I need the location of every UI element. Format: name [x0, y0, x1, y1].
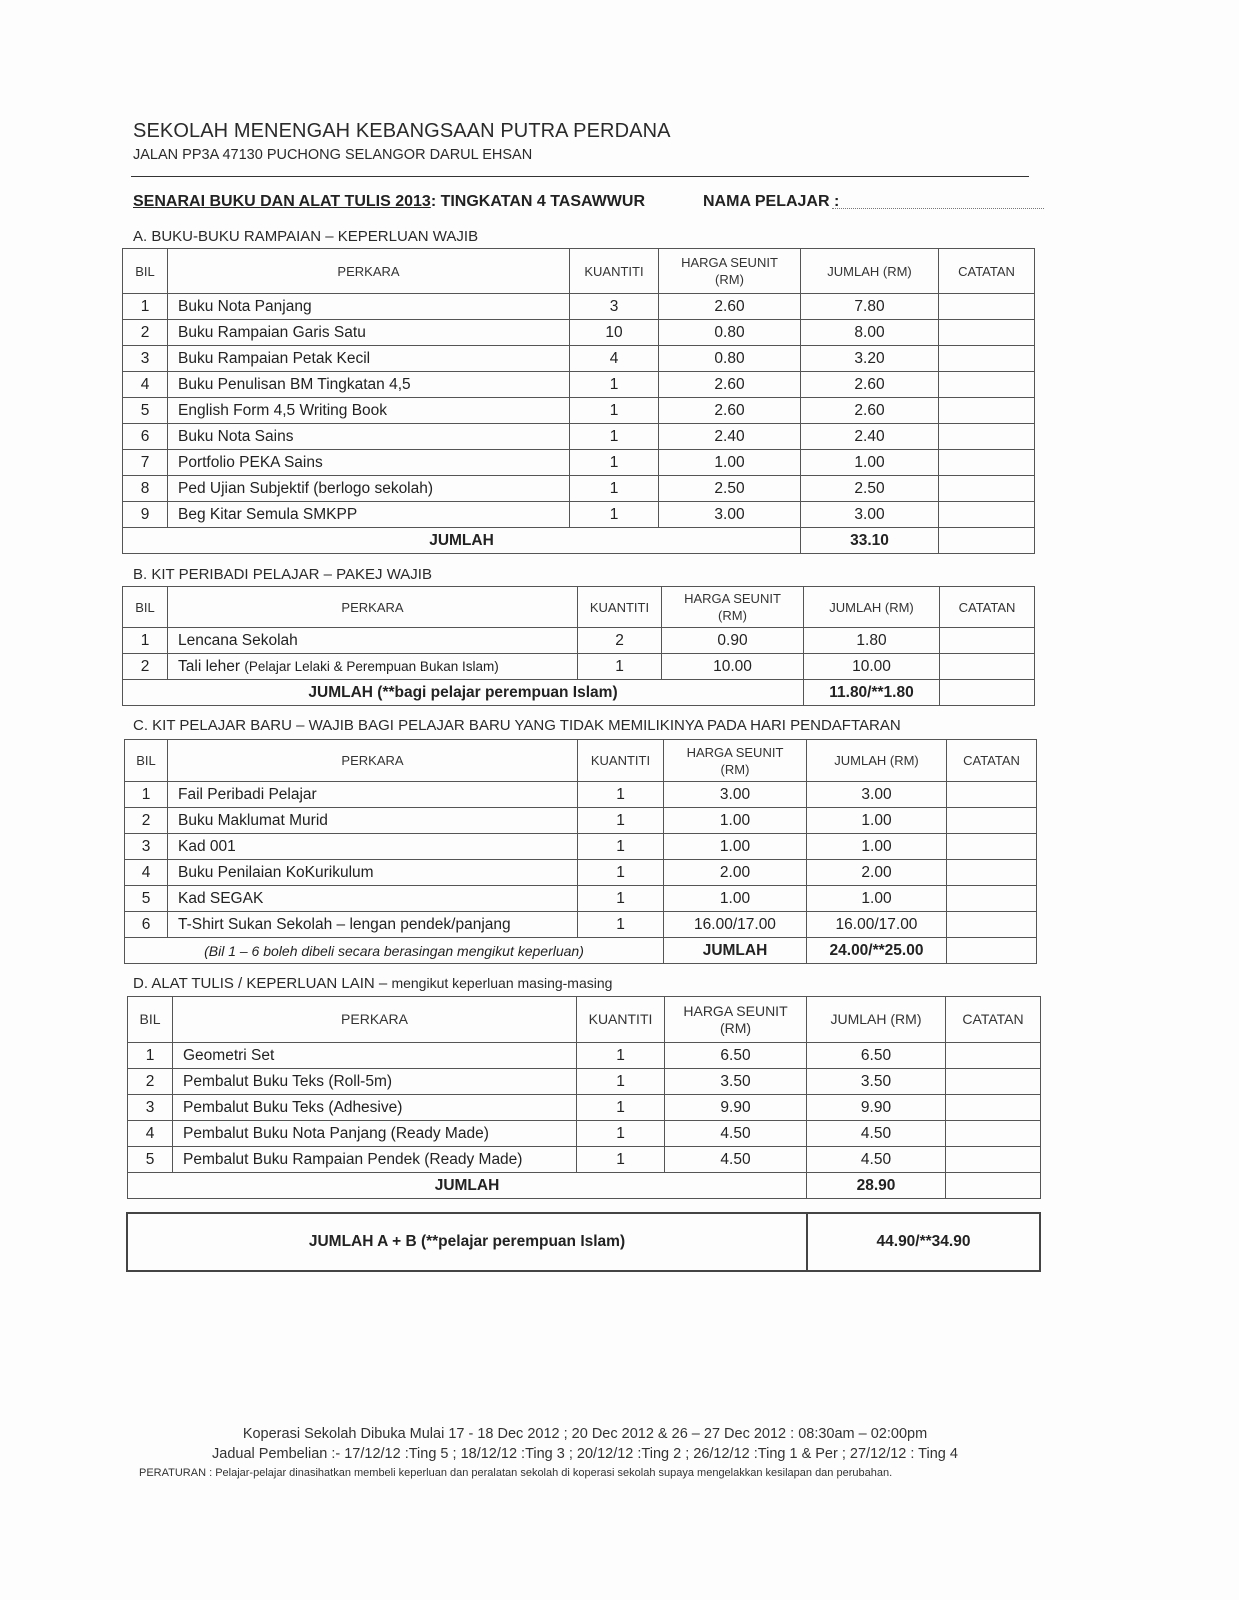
- list-title: [133, 193, 645, 211]
- catatan-cell[interactable]: [946, 1095, 1041, 1121]
- catatan-cell[interactable]: [939, 346, 1035, 372]
- purchase-schedule: Jadual Pembelian :- 17/12/12 :Ting 5 ; 18/12/12 :Ting 3 ; 20/12/12 :Ting 2 ; 26/12/12 :Ting 1 & Per ; 27/12/12 : Ting 4: [212, 1446, 958, 1462]
- catatan-cell[interactable]: [946, 1121, 1041, 1147]
- catatan-cell[interactable]: [939, 424, 1035, 450]
- table-row: 1 Fail Peribadi Pelajar 1 3.00 3.00: [125, 782, 1037, 808]
- col-bil: BIL: [128, 997, 173, 1043]
- cooperative-hours: Koperasi Sekolah Dibuka Mulai 17 - 18 Dec 2012 ; 20 Dec 2012 & 26 – 27 Dec 2012 : 08:30am – 02:00pm: [242, 1426, 928, 1442]
- list-title-main: SENARAI BUKU DAN ALAT TULIS 2013: [133, 193, 431, 210]
- catatan-cell[interactable]: [947, 938, 1037, 964]
- col-bil: BIL: [125, 740, 168, 782]
- school-name: SEKOLAH MENENGAH KEBANGSAAN PUTRA PERDANA: [133, 120, 671, 142]
- col-harga: HARGA SEUNIT (RM): [662, 587, 804, 628]
- table-row: 2 Tali leher (Pelajar Lelaki & Perempuan Bukan Islam) 1 10.00 10.00: [123, 654, 1035, 680]
- table-header-row: [123, 249, 1035, 294]
- catatan-cell[interactable]: [947, 782, 1037, 808]
- table-header-row: [128, 997, 1041, 1043]
- catatan-cell[interactable]: [940, 680, 1035, 706]
- section-b-table: [122, 586, 1035, 706]
- table-row: 3 Buku Rampaian Petak Kecil 4 0.80 3.20: [123, 346, 1035, 372]
- col-perkara: PERKARA: [173, 997, 577, 1043]
- catatan-cell[interactable]: [939, 398, 1035, 424]
- school-address: JALAN PP3A 47130 PUCHONG SELANGOR DARUL EHSAN: [133, 147, 533, 163]
- col-kuantiti: KUANTITI: [570, 249, 659, 294]
- catatan-cell[interactable]: [939, 476, 1035, 502]
- col-catatan: CATATAN: [947, 740, 1037, 782]
- student-name-field[interactable]: [832, 208, 1044, 209]
- total-value: 33.10: [801, 528, 939, 554]
- catatan-cell[interactable]: [939, 294, 1035, 320]
- catatan-cell[interactable]: [939, 372, 1035, 398]
- grand-total-label: JUMLAH A + B (**pelajar perempuan Islam): [128, 1214, 808, 1270]
- section-d-table: [127, 996, 1041, 1199]
- catatan-cell[interactable]: [947, 808, 1037, 834]
- col-jumlah: JUMLAH (RM): [804, 587, 940, 628]
- total-row: [123, 680, 1035, 706]
- catatan-cell[interactable]: [946, 1173, 1041, 1199]
- catatan-cell[interactable]: [946, 1069, 1041, 1095]
- catatan-cell[interactable]: [939, 320, 1035, 346]
- total-row: [128, 1173, 1041, 1199]
- col-bil: BIL: [123, 587, 168, 628]
- col-harga: HARGA SEUNIT (RM): [664, 740, 807, 782]
- list-title-form: : TINGKATAN 4 TASAWWUR: [430, 193, 646, 210]
- purchase-note: (Bil 1 – 6 boleh dibeli secara berasingan mengikut keperluan): [125, 938, 664, 964]
- section-d-title: D. ALAT TULIS / KEPERLUAN LAIN – mengikut keperluan masing-masing: [133, 975, 613, 992]
- table-row: 2 Buku Rampaian Garis Satu 10 0.80 8.00: [123, 320, 1035, 346]
- total-value: 11.80/**1.80: [804, 680, 940, 706]
- col-harga: HARGA SEUNIT (RM): [659, 249, 801, 294]
- grand-total-box: [126, 1212, 1041, 1272]
- col-perkara: PERKARA: [168, 249, 570, 294]
- catatan-cell[interactable]: [939, 450, 1035, 476]
- total-row: [123, 528, 1035, 554]
- table-row: 1 Geometri Set 1 6.50 6.50: [128, 1043, 1041, 1069]
- table-row: 6 Buku Nota Sains 1 2.40 2.40: [123, 424, 1035, 450]
- section-b-title: B. KIT PERIBADI PELAJAR – PAKEJ WAJIB: [133, 566, 432, 583]
- col-harga: HARGA SEUNIT (RM): [665, 997, 807, 1043]
- col-catatan: CATATAN: [939, 249, 1035, 294]
- section-c-table: [124, 739, 1037, 964]
- table-header-row: [125, 740, 1037, 782]
- table-row: 8 Ped Ujian Subjektif (berlogo sekolah) 1 2.50 2.50: [123, 476, 1035, 502]
- table-row: 5 English Form 4,5 Writing Book 1 2.60 2.60: [123, 398, 1035, 424]
- col-kuantiti: KUANTITI: [578, 587, 662, 628]
- catatan-cell[interactable]: [947, 860, 1037, 886]
- table-row: 2 Pembalut Buku Teks (Roll-5m) 1 3.50 3.50: [128, 1069, 1041, 1095]
- table-row: 1 Buku Nota Panjang 3 2.60 7.80: [123, 294, 1035, 320]
- catatan-cell[interactable]: [939, 502, 1035, 528]
- rules-note: PERATURAN : Pelajar-pelajar dinasihatkan membeli keperluan dan peralatan sekolah di koperasi sekolah supaya mengelakkan kesilapan dan perubahan.: [139, 1467, 893, 1479]
- table-row: 5 Pembalut Buku Rampaian Pendek (Ready Made) 1 4.50 4.50: [128, 1147, 1041, 1173]
- table-row: 4 Buku Penulisan BM Tingkatan 4,5 1 2.60 2.60: [123, 372, 1035, 398]
- header-divider: [131, 176, 1029, 177]
- col-catatan: CATATAN: [940, 587, 1035, 628]
- section-a-table: [122, 248, 1035, 554]
- total-label: JUMLAH: [123, 528, 801, 554]
- col-perkara: PERKARA: [168, 587, 578, 628]
- col-jumlah: JUMLAH (RM): [807, 997, 946, 1043]
- table-row: 7 Portfolio PEKA Sains 1 1.00 1.00: [123, 450, 1035, 476]
- table-row: 4 Pembalut Buku Nota Panjang (Ready Made) 1 4.50 4.50: [128, 1121, 1041, 1147]
- table-row: 2 Buku Maklumat Murid 1 1.00 1.00: [125, 808, 1037, 834]
- table-row: 6 T-Shirt Sukan Sekolah – lengan pendek/panjang 1 16.00/17.00 16.00/17.00: [125, 912, 1037, 938]
- section-a-title: A. BUKU-BUKU RAMPAIAN – KEPERLUAN WAJIB: [133, 228, 479, 245]
- catatan-cell[interactable]: [947, 912, 1037, 938]
- total-label: JUMLAH: [128, 1173, 807, 1199]
- catatan-cell[interactable]: [940, 628, 1035, 654]
- total-label: JUMLAH (**bagi pelajar perempuan Islam): [123, 680, 804, 706]
- catatan-cell[interactable]: [940, 654, 1035, 680]
- table-row: 3 Kad 001 1 1.00 1.00: [125, 834, 1037, 860]
- table-row: 4 Buku Penilaian KoKurikulum 1 2.00 2.00: [125, 860, 1037, 886]
- total-label: JUMLAH: [664, 938, 807, 964]
- grand-total-value: 44.90/**34.90: [876, 1233, 971, 1250]
- col-jumlah: JUMLAH (RM): [801, 249, 939, 294]
- catatan-cell[interactable]: [939, 528, 1035, 554]
- student-name-label: NAMA PELAJAR :: [703, 193, 840, 210]
- col-catatan: CATATAN: [946, 997, 1041, 1043]
- table-row: 9 Beg Kitar Semula SMKPP 1 3.00 3.00: [123, 502, 1035, 528]
- table-row: 3 Pembalut Buku Teks (Adhesive) 1 9.90 9.90: [128, 1095, 1041, 1121]
- col-kuantiti: KUANTITI: [578, 740, 664, 782]
- table-row: 1 Lencana Sekolah 2 0.90 1.80: [123, 628, 1035, 654]
- col-kuantiti: KUANTITI: [577, 997, 665, 1043]
- total-value: 24.00/**25.00: [807, 938, 947, 964]
- catatan-cell[interactable]: [946, 1147, 1041, 1173]
- col-bil: BIL: [123, 249, 168, 294]
- section-c-title: C. KIT PELAJAR BARU – WAJIB BAGI PELAJAR BARU YANG TIDAK MEMILIKINYA PADA HARI PENDAFTARAN: [133, 717, 901, 734]
- total-value: 28.90: [807, 1173, 946, 1199]
- table-row: 5 Kad SEGAK 1 1.00 1.00: [125, 886, 1037, 912]
- total-row: [125, 938, 1037, 964]
- catatan-cell[interactable]: [947, 886, 1037, 912]
- col-perkara: PERKARA: [168, 740, 578, 782]
- table-header-row: [123, 587, 1035, 628]
- catatan-cell[interactable]: [946, 1043, 1041, 1069]
- catatan-cell[interactable]: [947, 834, 1037, 860]
- col-jumlah: JUMLAH (RM): [807, 740, 947, 782]
